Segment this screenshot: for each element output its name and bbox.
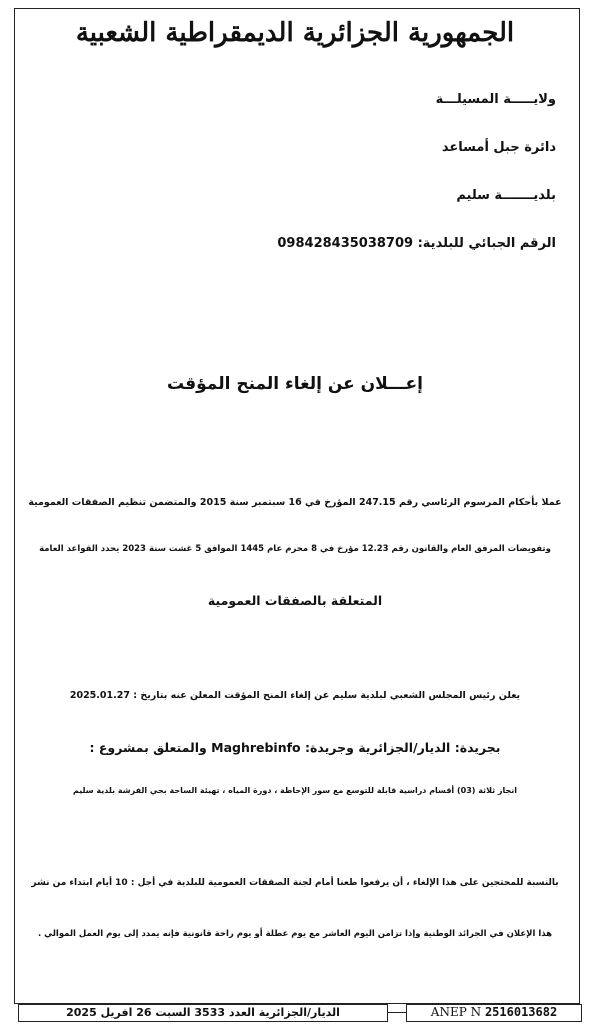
anep-number: 2516013682 — [484, 1005, 558, 1019]
project-description: انجاز ثلاثة (03) أقسام دراسية قابلة للتوسع مع سور الإحاطة ، دورة المياه ، تهيئة الساحة بحي الفرشة بلدية سليم — [72, 786, 518, 795]
footer-connector — [388, 1012, 406, 1013]
anep-reference — [406, 1004, 582, 1022]
appeal-line-2: هذا الإعلان في الجرائد الوطنية وإذا تزامن اليوم العاشر مع يوم عطلة أو يوم راحة قانونية فإنه يمدد إلى يوم العمل الموالي . — [37, 929, 553, 939]
publication-info: الديار/الجزائرية العدد 3533 السبت 26 افريل 2025 — [18, 1004, 388, 1022]
announcement-subject: إعـــلان عن إلغاء المنح المؤقت — [167, 374, 423, 394]
wilaya-line: ولايـــــة المسيلـــة — [435, 92, 556, 107]
daira-line: دائرة جبل أمساعد — [441, 140, 556, 155]
republic-title: الجمهورية الجزائرية الديمقراطية الشعبية — [75, 18, 515, 48]
cancellation-announcement: يعلن رئيس المجلس الشعبي لبلدية سليم عن إلغاء المنح المؤقت المعلن عنه بتاريخ : 2025.01.27 — [69, 690, 521, 701]
legal-basis-line-3: المتعلقة بالصفقات العمومية — [207, 593, 383, 608]
publication-footer — [18, 1004, 582, 1022]
legal-basis-line-1: عملا بأحكام المرسوم الرئاسي رقم 247.15 المؤرخ في 16 سبتمبر سنة 2015 والمتضمن تنظيم الصفقات العمومية — [28, 497, 562, 508]
commune-line: بلديـــــــة سليم — [456, 188, 556, 203]
newspaper-reference: بجريدة: الديار/الجزائرية وجريدة: Maghrebinfo والمتعلق بمشروع : — [89, 740, 501, 755]
appeal-line-1: بالنسبة للمحتجين على هذا الإلغاء ، أن يرفعوا طعنا أمام لجنة الصفقات العمومية للبلدية في أجل : 10 أيام ابتداء من نشر — [31, 878, 559, 888]
tax-id-line: الرقم الجبائي للبلدية: 098428435038709 — [277, 236, 556, 251]
legal-basis-line-2: وتفويضات المرفق العام والقانون رقم 12.23 مؤرخ في 8 محرم عام 1445 الموافق 5 غشت سنة 2023 يحدد القواعد العامة — [39, 544, 551, 554]
anep-label: ANEP N — [430, 1005, 482, 1019]
